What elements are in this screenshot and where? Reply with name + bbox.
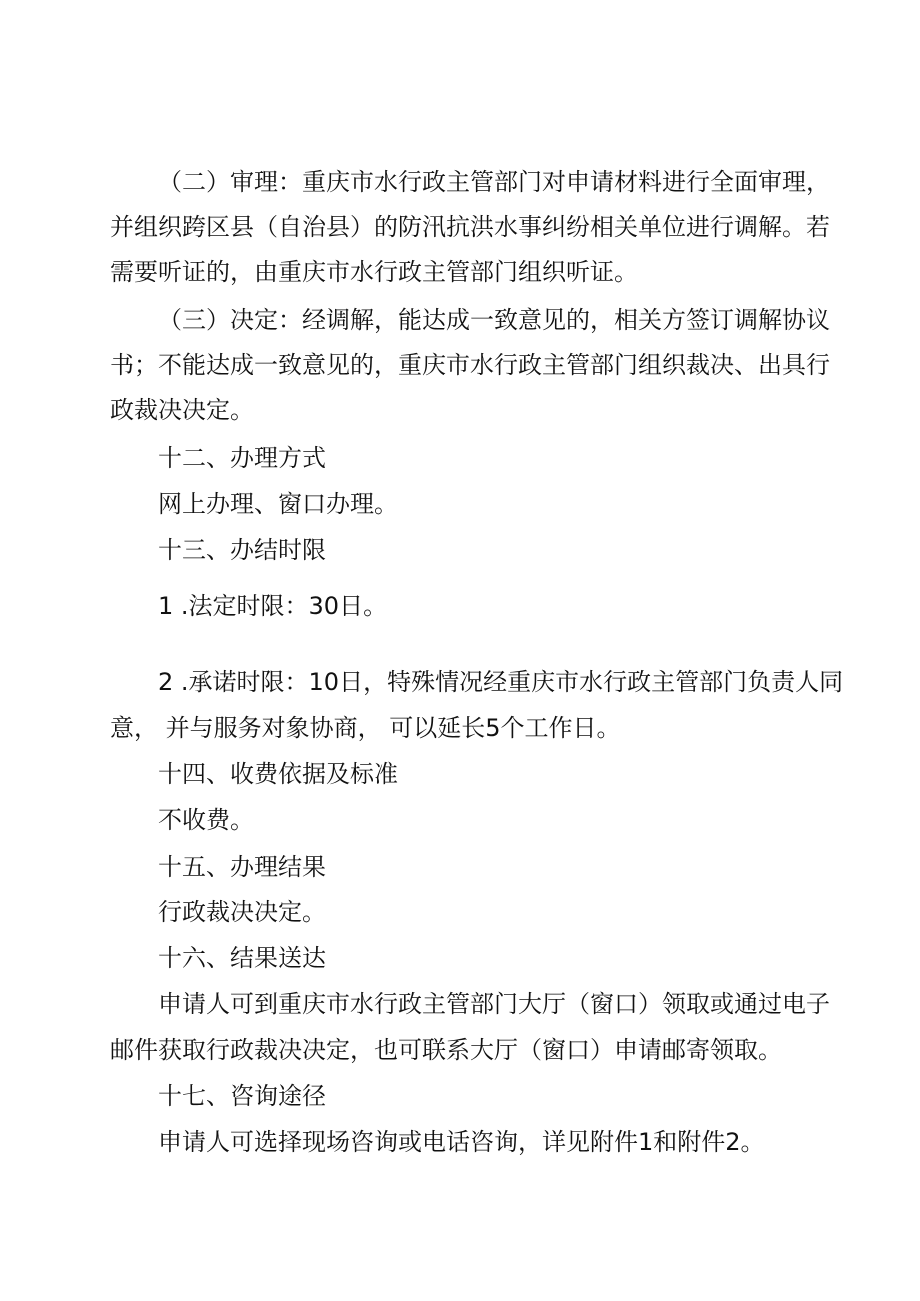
section-body-15: 行政裁决决定。 xyxy=(158,898,326,926)
section-body-17: 申请人可选择现场咨询或电话咨询，详见附件1和附件2。 xyxy=(158,1128,765,1156)
paragraph-decision-line-3: 政裁决决定。 xyxy=(110,396,254,424)
paragraph-decision-line-2: 书；不能达成一致意见的，重庆市水行政主管部门组织裁决、出具行 xyxy=(110,351,830,379)
paragraph-review-line-2: 并组织跨区县（自治县）的防汛抗洪水事纠纷相关单位进行调解。若 xyxy=(110,213,830,241)
section-body-16-line-2: 邮件获取行政裁决决定，也可联系大厅（窗口）申请邮寄领取。 xyxy=(110,1036,782,1064)
paragraph-decision-line-1: （三）决定：经调解，能达成一致意见的，相关方签订调解协议 xyxy=(158,306,830,334)
section-heading-16: 十六、结果送达 xyxy=(158,944,326,972)
section-heading-12: 十二、办理方式 xyxy=(158,444,326,472)
section-heading-13: 十三、办结时限 xyxy=(158,536,326,564)
section-heading-15: 十五、办理结果 xyxy=(158,853,326,881)
paragraph-review-line-1: （二）审理：重庆市水行政主管部门对申请材料进行全面审理， xyxy=(158,168,830,196)
section-body-12: 网上办理、窗口办理。 xyxy=(158,490,398,518)
promised-time-limit-line-2: 意， 并与服务对象协商， 可以延长5个工作日。 xyxy=(110,714,621,742)
promised-time-limit-line-1: 2 .承诺时限：10日，特殊情况经重庆市水行政主管部门负责人同 xyxy=(158,668,844,696)
section-heading-17: 十七、咨询途径 xyxy=(158,1082,326,1110)
section-heading-14: 十四、收费依据及标准 xyxy=(158,760,398,788)
statutory-time-limit: 1 .法定时限：30日。 xyxy=(158,592,388,620)
section-body-14: 不收费。 xyxy=(158,806,254,834)
paragraph-review-line-3: 需要听证的，由重庆市水行政主管部门组织听证。 xyxy=(110,258,638,286)
section-body-16-line-1: 申请人可到重庆市水行政主管部门大厅（窗口）领取或通过电子 xyxy=(158,990,830,1018)
